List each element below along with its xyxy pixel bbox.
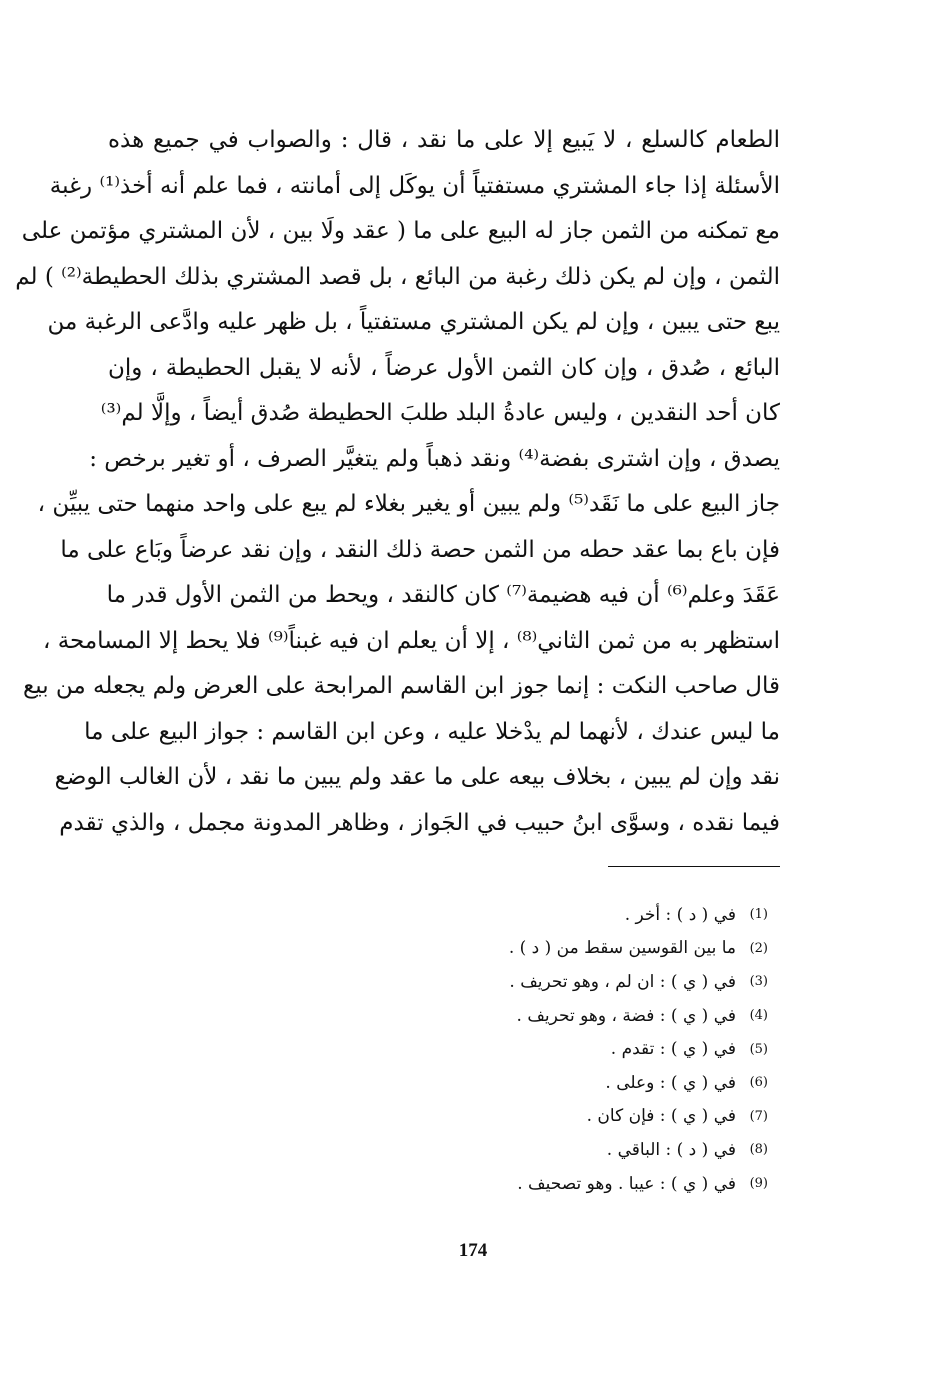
- footnote-number: (5): [749, 1041, 768, 1057]
- text-line: يصدق ، وإن اشترى بفضة⁽⁴⁾ ونقد ذهباً ولم يتغيَّر الصرف ، أو تغير برخص :: [89, 445, 780, 472]
- footnote-item: [300, 965, 768, 999]
- footnote-item: [300, 1100, 768, 1134]
- text-line: جاز البيع على ما نَقَد⁽⁵⁾ ولم يبين أو يغير بغلاء لم يبع على واحد منهما حتى يبيِّن ،: [37, 491, 780, 517]
- text-line: نقد وإن لم يبين ، بخلاف بيعه على ما عقد ولم يبين ما نقد ، لأن الغالب الوضع: [54, 764, 780, 790]
- footnote-divider: [608, 866, 780, 867]
- footnote-item: [300, 898, 768, 932]
- footnote-number: (1): [749, 907, 768, 923]
- text-line: كان أحد النقدين ، وليس عادةُ البلد طلبَ الحطيطة صُدق أيضاً ، وإلَّا لم⁽³⁾: [100, 400, 780, 426]
- text-line: يبع حتى يبين ، وإن لم يكن المشتري مستفتياً ، بل ظهر عليه وادَّعى الرغبة من: [47, 309, 780, 335]
- footnote-number: (6): [749, 1075, 768, 1091]
- text-line: ما ليس عندك ، لأنهما لم يدْخلا عليه ، وعن ابن القاسم : جواز البيع على ما: [84, 718, 780, 745]
- text-line: مع تمكنه من الثمن جاز له البيع على ما ( عقد ولَا بين ، لأن المشتري مؤتمن على: [21, 218, 780, 244]
- text-line: فإن باع بما عقد حطه من الثمن حصة ذلك النقد ، وإن نقد عرضاً وبَاع على ما: [60, 536, 780, 563]
- footnote-text: في ( ي ) : ان لم ، وهو تحريف .: [509, 971, 736, 992]
- footnote-text: في ( ي ) : فإن كان .: [586, 1106, 736, 1127]
- text-line: الثمن ، وإن لم يكن ذلك رغبة من البائع ، بل قصد المشتري بذلك الحطيطة⁽²⁾ ) لم: [15, 263, 780, 290]
- footnote-text: في ( ي ) : وعلى .: [605, 1072, 736, 1093]
- footnote-number: (3): [749, 974, 768, 990]
- footnote-number: (7): [749, 1108, 768, 1124]
- text-line: فيما نقده ، وسوَّى ابنُ حبيب في الجَواز ، وظاهر المدونة مجمل ، والذي تقدم: [59, 809, 780, 836]
- footnote-number: (9): [749, 1176, 768, 1192]
- footnote-number: (8): [749, 1142, 768, 1158]
- footnote-text: في ( د ) : أخر .: [624, 904, 736, 925]
- footnote-item: [300, 999, 768, 1033]
- footnote-item: [300, 1133, 768, 1167]
- footnote-text: ما بين القوسين سقط من ( د ) .: [508, 938, 736, 959]
- footnote-number: (2): [749, 940, 768, 956]
- footnotes-list: [300, 898, 768, 1200]
- footnote-text: في ( د ) : الباقي .: [606, 1139, 736, 1160]
- text-line: الأسئلة إذا جاء المشتري مستفتياً أن يوكَل إلى أمانته ، فما علم أنه أخذ⁽¹⁾ رغبة: [49, 172, 780, 199]
- footnote-text: في ( ي ) : تقدم .: [610, 1039, 736, 1060]
- text-line: الطعام كالسلع ، لا يَبيع إلا على ما نقد ، قال : والصواب في جميع هذه: [108, 127, 780, 153]
- footnote-text: في ( ي ) : فضة ، وهو تحريف .: [516, 1005, 736, 1026]
- text-line: استظهر به من ثمن الثاني⁽⁸⁾ ، إلا أن يعلم ان فيه غبناً⁽⁹⁾ فلا يحط إلا المسامحة ،: [42, 627, 780, 654]
- footnote-item: [300, 1167, 768, 1201]
- footnote-text: في ( ي ) : عيبا . وهو تصحيف .: [517, 1173, 736, 1194]
- footnote-item: [300, 1032, 768, 1066]
- footnote-number: (4): [749, 1008, 768, 1024]
- main-text-block: [15, 118, 780, 846]
- footnote-item: [300, 1066, 768, 1100]
- text-line: عَقَدَ وعلم⁽⁶⁾ أن فيه هضيمة⁽⁷⁾ كان كالنقد ، ويحط من الثمن الأول قدر ما: [106, 582, 780, 608]
- text-line: قال صاحب النكت : إنما جوز ابن القاسم المرابحة على العرض ولم يجعله من بيع: [23, 673, 780, 699]
- page-number: 174: [458, 1240, 488, 1261]
- footnote-item: [300, 932, 768, 966]
- text-line: البائع ، صُدق ، وإن كان الثمن الأول عرضاً ، لأنه لا يقبل الحطيطة ، وإن: [108, 354, 780, 381]
